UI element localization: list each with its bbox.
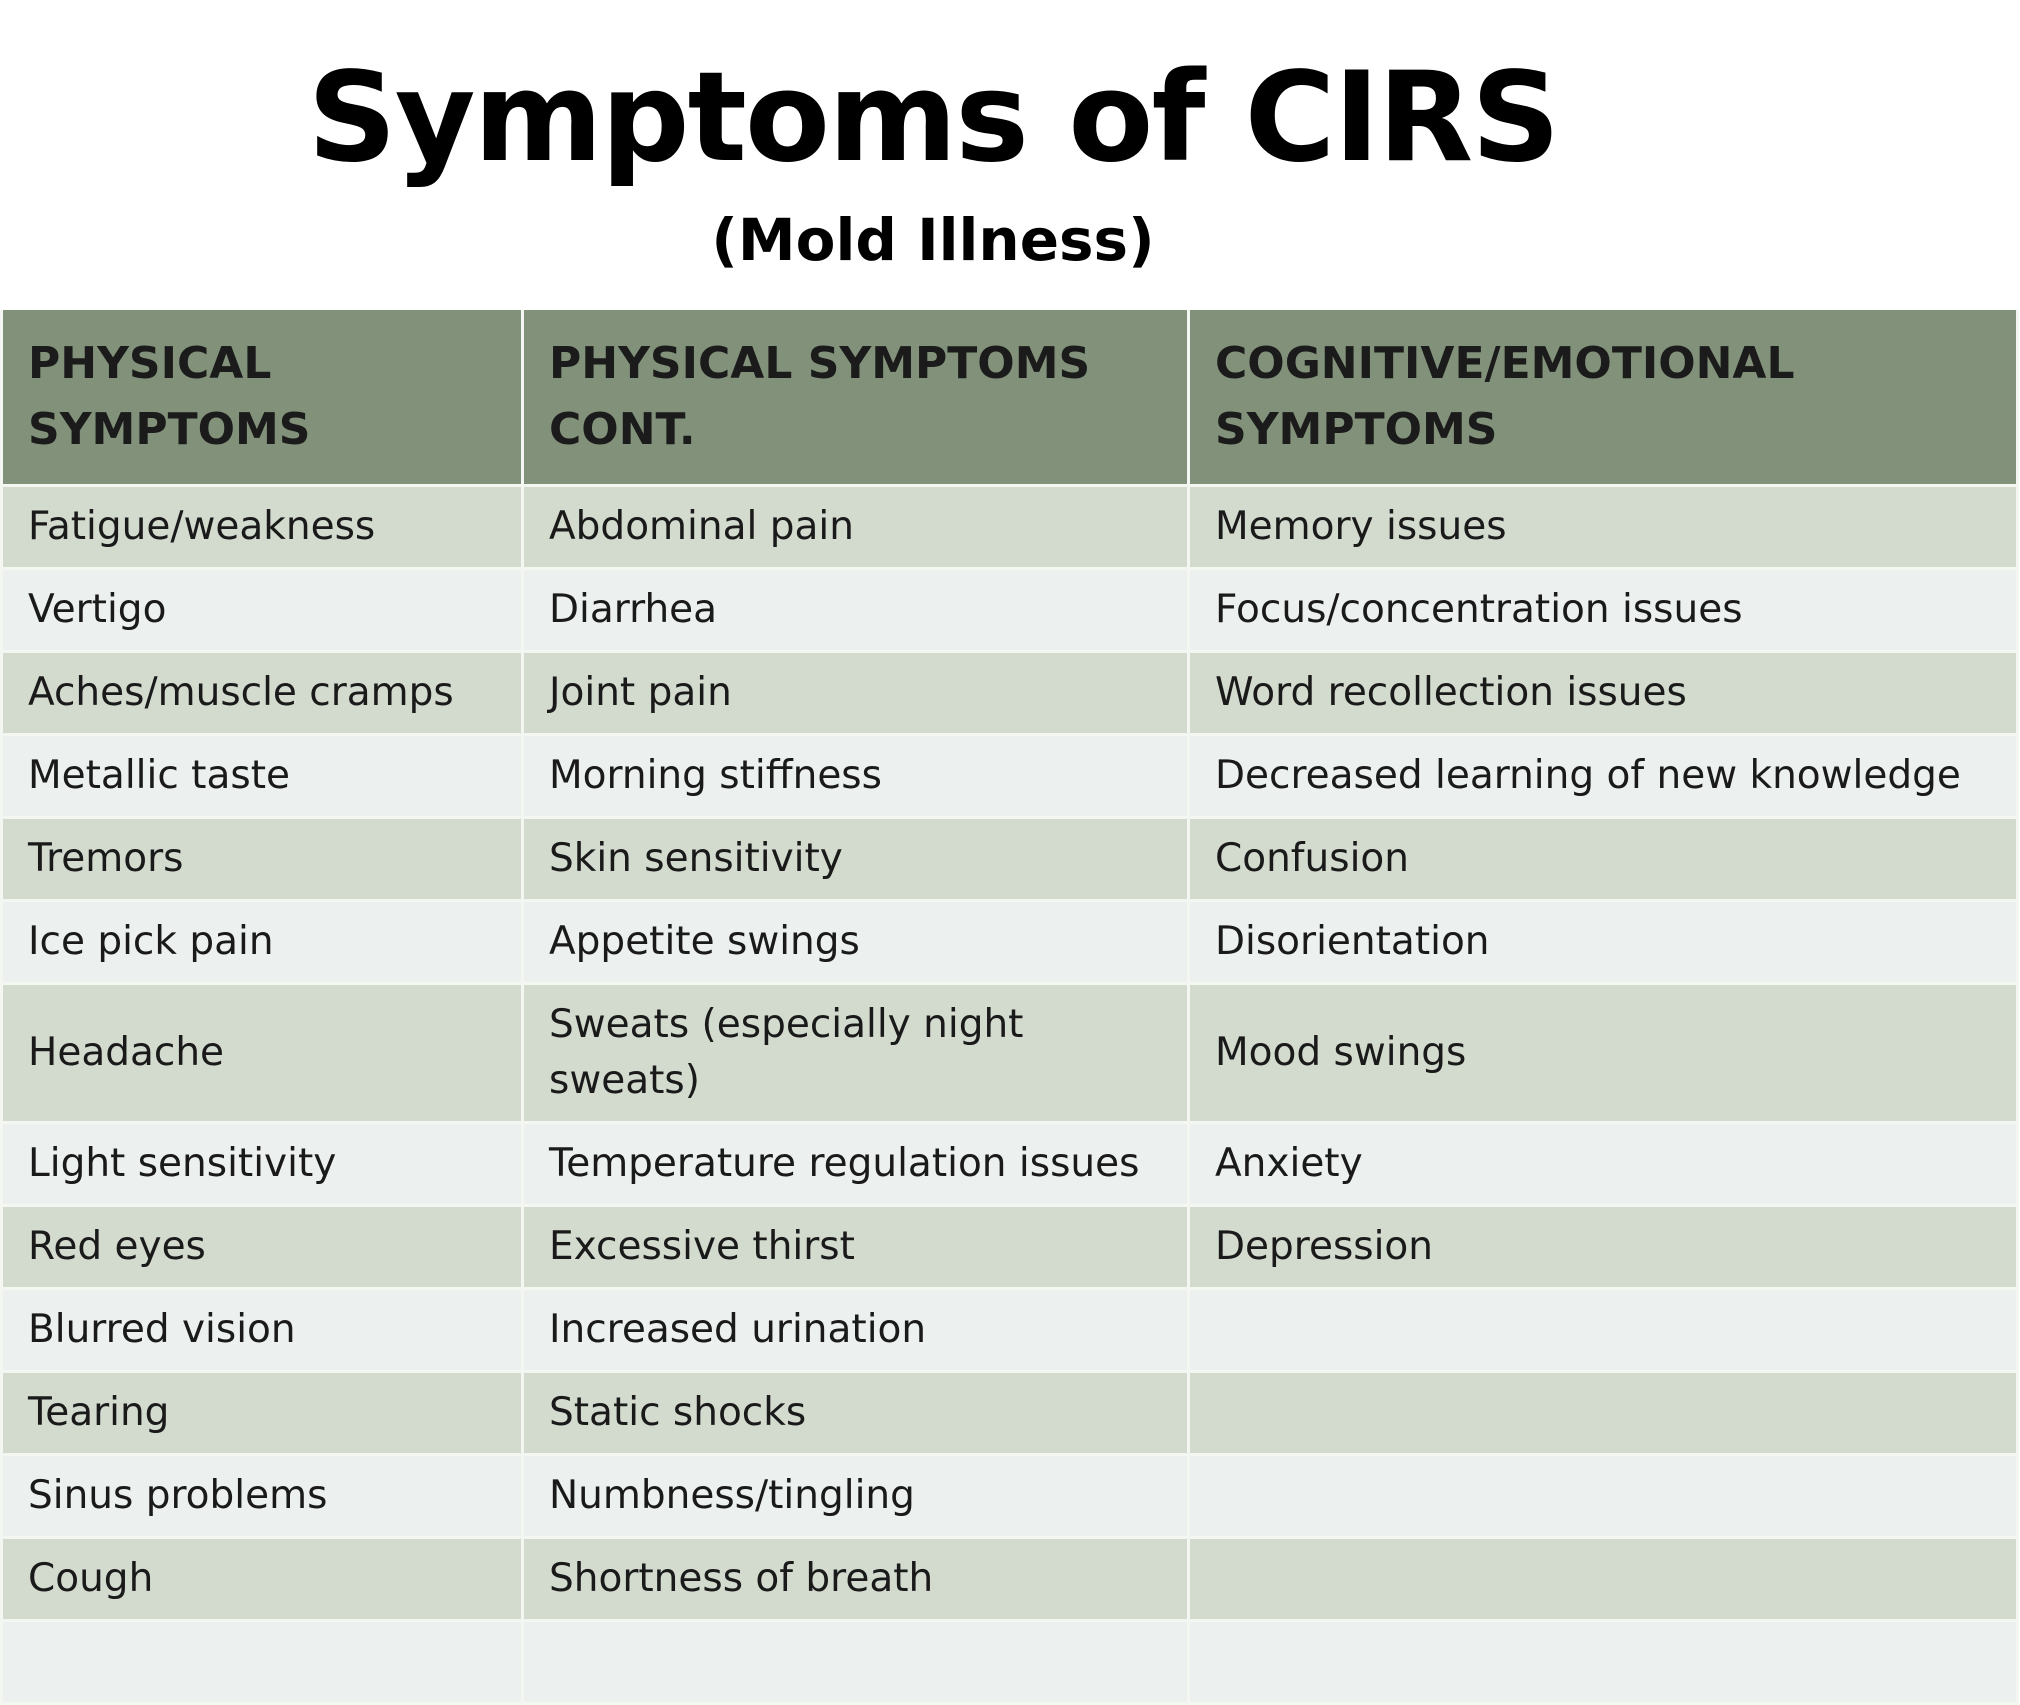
table-cell: Blurred vision [2, 1289, 523, 1372]
table-cell: Fatigue/weakness [2, 486, 523, 569]
table-row [2, 735, 2018, 818]
table-cell: Memory issues [1189, 486, 2018, 569]
table-cell [1189, 1289, 2018, 1372]
table-row [2, 1455, 2018, 1538]
table-row [2, 818, 2018, 901]
table-cell: Disorientation [1189, 901, 2018, 984]
table-cell: Numbness/tingling [523, 1455, 1189, 1538]
table-row [2, 486, 2018, 569]
table-row [2, 1206, 2018, 1289]
table-row [2, 1123, 2018, 1206]
table-cell: Cough [2, 1538, 523, 1621]
table-cell: Aches/muscle cramps [2, 652, 523, 735]
table-cell: Decreased learning of new knowledge [1189, 735, 2018, 818]
page-subtitle: (Mold Illness) [711, 206, 1155, 274]
table-row [2, 1289, 2018, 1372]
table-row [2, 1538, 2018, 1621]
table-cell [1189, 1538, 2018, 1621]
table-cell [1189, 1621, 2018, 1704]
table-cell: Headache [2, 984, 523, 1123]
table-cell [1189, 1372, 2018, 1455]
table-cell: Diarrhea [523, 569, 1189, 652]
table-row [2, 569, 2018, 652]
page-title: Symptoms of CIRS [307, 46, 1559, 190]
table-cell: Appetite swings [523, 901, 1189, 984]
column-header-physical-cont: PHYSICAL SYMPTOMS CONT. [523, 310, 1189, 486]
table-cell: Tremors [2, 818, 523, 901]
table-cell: Abdominal pain [523, 486, 1189, 569]
table-cell: Depression [1189, 1206, 2018, 1289]
table-cell: Shortness of breath [523, 1538, 1189, 1621]
table-cell: Focus/concentration issues [1189, 569, 2018, 652]
table-cell: Vertigo [2, 569, 523, 652]
table-header-row [2, 310, 2018, 486]
table-cell: Red eyes [2, 1206, 523, 1289]
symptoms-table [0, 310, 2019, 1705]
column-header-physical: PHYSICAL SYMPTOMS [2, 310, 523, 486]
table-cell: Sweats (especially night sweats) [523, 984, 1189, 1123]
table-row [2, 984, 2018, 1123]
table-cell: Word recollection issues [1189, 652, 2018, 735]
table-row [2, 1372, 2018, 1455]
table-cell: Ice pick pain [2, 901, 523, 984]
table-cell: Temperature regulation issues [523, 1123, 1189, 1206]
table-cell: Sinus problems [2, 1455, 523, 1538]
table-cell: Mood swings [1189, 984, 2018, 1123]
table-row [2, 1621, 2018, 1704]
table-cell: Light sensitivity [2, 1123, 523, 1206]
table-row [2, 652, 2018, 735]
table-cell: Skin sensitivity [523, 818, 1189, 901]
table-cell [523, 1621, 1189, 1704]
table-cell: Metallic taste [2, 735, 523, 818]
table-cell [1189, 1455, 2018, 1538]
column-header-cognitive-emotional: COGNITIVE/EMOTIONAL SYMPTOMS [1189, 310, 2018, 486]
table-cell: Static shocks [523, 1372, 1189, 1455]
table-cell: Joint pain [523, 652, 1189, 735]
table-cell: Increased urination [523, 1289, 1189, 1372]
table-cell [2, 1621, 523, 1704]
table-cell: Tearing [2, 1372, 523, 1455]
table-cell: Excessive thirst [523, 1206, 1189, 1289]
table-row [2, 901, 2018, 984]
table-cell: Morning stiffness [523, 735, 1189, 818]
table-cell: Confusion [1189, 818, 2018, 901]
table-cell: Anxiety [1189, 1123, 2018, 1206]
